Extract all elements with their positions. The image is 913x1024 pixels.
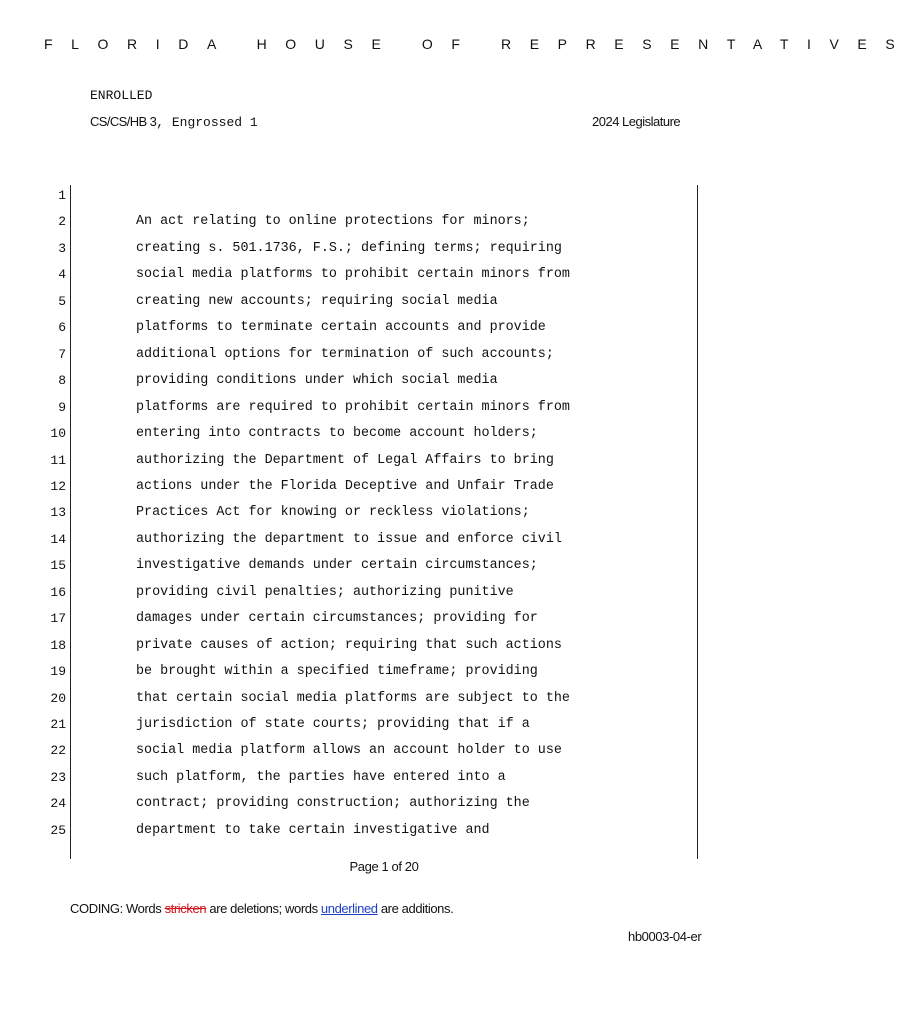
document-code: hb0003-04-er bbox=[628, 929, 702, 944]
line-number: 2 bbox=[58, 214, 66, 230]
line-text: An act relating to online protections for minors; bbox=[136, 214, 530, 230]
bill-line bbox=[0, 768, 700, 794]
line-number: 10 bbox=[50, 426, 66, 442]
coding-prefix: CODING: Words bbox=[70, 901, 165, 916]
coding-legend bbox=[70, 901, 453, 916]
line-number: 18 bbox=[50, 637, 66, 653]
bill-line bbox=[0, 689, 700, 715]
line-number: 8 bbox=[58, 373, 66, 389]
bill-line bbox=[0, 345, 700, 371]
enrolled-label: ENROLLED bbox=[90, 88, 153, 103]
line-number: 25 bbox=[50, 822, 66, 838]
line-number: 4 bbox=[58, 267, 66, 283]
bill-line bbox=[0, 451, 700, 477]
bill-line bbox=[0, 186, 700, 212]
chamber-title: FLORIDA HOUSE OF REPRESENTATIVES bbox=[44, 36, 913, 52]
line-text: be brought within a specified timeframe; providing bbox=[136, 664, 538, 680]
line-number: 14 bbox=[50, 531, 66, 547]
bill-line bbox=[0, 821, 700, 847]
bill-line bbox=[0, 636, 700, 662]
coding-suffix: are additions. bbox=[377, 901, 454, 916]
bill-line bbox=[0, 503, 700, 529]
line-number: 19 bbox=[50, 664, 66, 680]
bill-line bbox=[0, 318, 700, 344]
bill-identifier bbox=[90, 114, 258, 130]
line-number: 15 bbox=[50, 558, 66, 574]
line-number: 17 bbox=[50, 611, 66, 627]
bill-line bbox=[0, 715, 700, 741]
line-number: 12 bbox=[50, 478, 66, 494]
bill-engrossed-label: , Engrossed 1 bbox=[156, 115, 258, 130]
line-text: such platform, the parties have entered into a bbox=[136, 769, 506, 785]
bill-line bbox=[0, 424, 700, 450]
line-text: providing conditions under which social media bbox=[136, 373, 498, 389]
line-text: jurisdiction of state courts; providing that if a bbox=[136, 717, 530, 732]
line-text: platforms to terminate certain accounts and provide bbox=[136, 320, 546, 336]
line-number: 22 bbox=[50, 743, 66, 759]
line-number: 23 bbox=[50, 769, 66, 785]
bill-line bbox=[0, 794, 700, 820]
line-number: 5 bbox=[58, 293, 66, 309]
bill-line bbox=[0, 239, 700, 265]
coding-middle: are deletions; words bbox=[206, 901, 321, 916]
bill-line bbox=[0, 741, 700, 767]
line-number: 13 bbox=[50, 505, 66, 521]
bill-line bbox=[0, 212, 700, 238]
bill-line bbox=[0, 530, 700, 556]
line-text: creating s. 501.1736, F.S.; defining terms; requiring bbox=[136, 240, 562, 256]
line-text: damages under certain circumstances; providing for bbox=[136, 611, 538, 627]
line-text: providing civil penalties; authorizing punitive bbox=[136, 584, 514, 600]
line-text: private causes of action; requiring that such actions bbox=[136, 637, 562, 653]
line-number: 16 bbox=[50, 584, 66, 600]
bill-line bbox=[0, 583, 700, 609]
bill-number: CS/CS/HB 3 bbox=[90, 114, 157, 129]
line-text: social media platform allows an account holder to use bbox=[136, 743, 562, 759]
line-text: contract; providing construction; authorizing the bbox=[136, 796, 530, 812]
line-number: 21 bbox=[50, 717, 66, 732]
page-number: Page 1 of 20 bbox=[349, 859, 419, 874]
line-number: 24 bbox=[50, 796, 66, 812]
bill-line bbox=[0, 477, 700, 503]
legislature-label: 2024 Legislature bbox=[592, 114, 681, 129]
line-text: platforms are required to prohibit certain minors from bbox=[136, 399, 570, 415]
line-text: actions under the Florida Deceptive and Unfair Trade bbox=[136, 478, 554, 494]
line-number: 6 bbox=[58, 320, 66, 336]
line-number: 7 bbox=[58, 346, 66, 362]
line-number: 9 bbox=[58, 399, 66, 415]
coding-stricken-sample: stricken bbox=[164, 901, 207, 916]
line-number: 11 bbox=[50, 452, 66, 468]
line-number: 3 bbox=[58, 240, 66, 256]
line-text: entering into contracts to become account holders; bbox=[136, 426, 538, 442]
bill-line bbox=[0, 371, 700, 397]
bill-line bbox=[0, 556, 700, 582]
line-text: Practices Act for knowing or reckless violations; bbox=[136, 505, 530, 521]
line-text: that certain social media platforms are subject to the bbox=[136, 690, 570, 706]
bill-line bbox=[0, 609, 700, 635]
line-text: authorizing the Department of Legal Affairs to bring bbox=[136, 452, 554, 468]
line-number: 20 bbox=[50, 690, 66, 706]
bill-line bbox=[0, 265, 700, 291]
line-text: investigative demands under certain circumstances; bbox=[136, 558, 538, 574]
line-text: social media platforms to prohibit certain minors from bbox=[136, 267, 570, 283]
line-number: 1 bbox=[58, 188, 66, 203]
line-text: authorizing the department to issue and enforce civil bbox=[136, 531, 562, 547]
line-text: creating new accounts; requiring social media bbox=[136, 293, 498, 309]
bill-line bbox=[0, 398, 700, 424]
line-text: additional options for termination of such accounts; bbox=[136, 346, 554, 362]
coding-underlined-sample: underlined bbox=[320, 901, 378, 916]
bill-line bbox=[0, 662, 700, 688]
bill-line bbox=[0, 292, 700, 318]
line-text: department to take certain investigative and bbox=[136, 822, 490, 838]
